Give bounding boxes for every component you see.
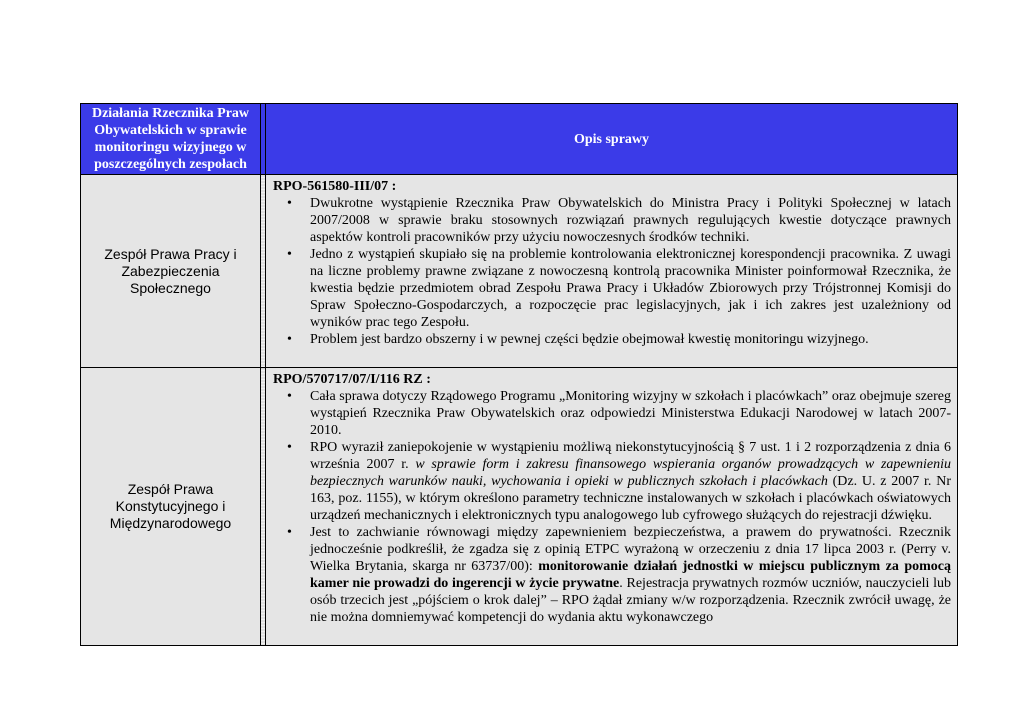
header-actions: [81, 104, 261, 175]
header-description-label: Opis sprawy: [573, 131, 650, 147]
list-item: • Dwukrotne wystąpienie Rzecznika Praw Obywatelskich do Ministra Pracy i Polityki Społecznej w latach 2007/2008 w sprawie braku stosownych rozwiązań prawnych regulujących kwestie dotyczące prawnych aspektów kontroli pracowników przy użyciu nowoczesnych środków techniki.: [310, 195, 951, 246]
table-header-row: [81, 104, 958, 175]
team-cell: [81, 368, 261, 646]
header-description: [266, 104, 958, 175]
list-item: • Jedno z wystąpień skupiało się na problemie kontrolowania elektronicznej korespondencji pracownika. Z uwagi na liczne problemy prawne związane z nowoczesną kontrolą pracownika Minister poinformował Rzecznika, że kwestia będzie przedmiotem obrad Zespołu Prawa Pracy i Układów Zbiorowych przy Trójstronnej Komisji do Spraw Społeczno-Gospodarczych, a rozpoczęcie prac legislacyjnych, jak i ich zakres jest uzależniony od wyników prac tego Zespołu.: [310, 246, 951, 331]
table-row: [81, 368, 958, 646]
description-cell: [266, 175, 958, 368]
table-row: [81, 175, 958, 368]
list-item: [310, 439, 951, 524]
team-name: Zespół Prawa Konstytucyjnego i Międzynarodowego: [109, 481, 232, 531]
description-content: [273, 371, 951, 639]
text-run: . Rejestracja prywatnych rozmów uczniów, nauczycieli lub osób trzecich jest „pójściem o krok dalej” – RPO żądał zmiany w/w rozporządzenia. Rzecznik zwrócił uwagę, że nie można domniemywać kompetencji do wydania aktu wykonawczego: [310, 576, 951, 625]
case-id: RPO-561580-III/07 :: [273, 179, 397, 194]
text-run: (Dz. U. z 2007 r. Nr 163, poz. 1155), w którym określono parametry techniczne instalowanych w szkołach i placówkach oświatowych urządzeń mechanicznych i elektronicznych typu analogowego lub cyfrowego służących do rejestracji dźwięku.: [310, 474, 951, 523]
list-item: • Problem jest bardzo obszerny i w pewnej części będzie obejmował kwestię monitoringu wizyjnego.: [310, 331, 951, 348]
header-actions-label: Działania Rzecznika Praw Obywatelskich w sprawie monitoringu wizyjnego w poszczególnych zespołach: [91, 106, 250, 172]
description-cell: [266, 368, 958, 646]
bullet-list: [273, 388, 951, 626]
text-run: RPO wyraził zaniepokojenie w wystąpieniu możliwą niekonstytucyjnością § 7 ust. 1 i 2 rozporządzenia z dnia 6 września 2007 r.: [310, 440, 951, 472]
list-item: • Cała sprawa dotyczy Rządowego Programu „Monitoring wizyjny w szkołach i placówkach” oraz obejmuje szereg wystąpień Rzecznika Praw Obywatelskich oraz odpowiedzi Ministerstwa Edukacji Narodowej w latach 2007-2010.: [310, 388, 951, 439]
team-cell: [81, 175, 261, 368]
bullet-list: [273, 195, 951, 348]
team-name: Zespół Prawa Pracy i Zabezpieczenia Społecznego: [104, 245, 237, 296]
court-quote: monitorowanie działań jednostki w miejscu publicznym za pomocą kamer nie prowadzi do ingerencji w życie prywatne: [310, 559, 951, 591]
cases-table: [80, 103, 958, 646]
case-id: RPO/570717/07/I/116 RZ :: [273, 372, 431, 387]
regulation-title: w sprawie form i zakresu finansowego wspierania organów prowadzących w zapewnieniu bezpiecznych warunków nauki, wychowania i opieki w publicznych szkołach i placówkach: [310, 457, 951, 489]
text-run: Jest to zachwianie równowagi między zapewnieniem bezpieczeństwa, a prawem do prywatności. Rzecznik jednocześnie podkreślił, że zgadza się z opinią ETPC wyrażoną w orzeczeniu z dnia 17 lipca 2003 r. (Perry v. Wielka Brytania, skarga nr 63737/00):: [310, 525, 951, 574]
list-item: [310, 524, 951, 626]
